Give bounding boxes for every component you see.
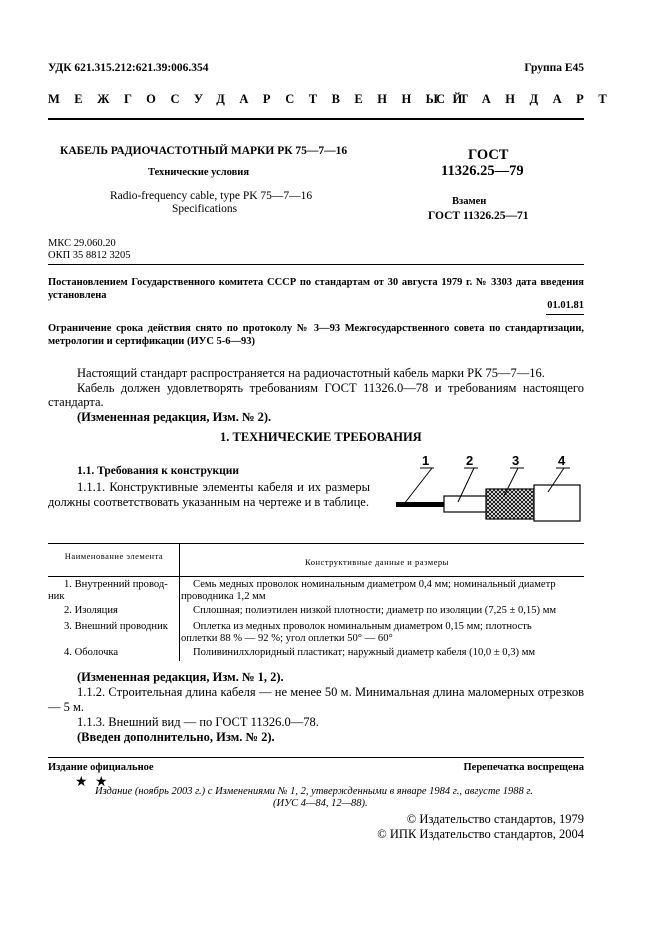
insulation: [444, 496, 490, 512]
subtitle-english: Specifications: [172, 203, 238, 215]
copyright-2004: © ИПК Издательство стандартов, 2004: [377, 827, 584, 841]
figure-label-2: 2: [466, 453, 474, 468]
table-row-2-name-a: 2. Изоляция: [64, 605, 118, 616]
limitation-text: Ограничение срока действия снято по протоколу № 3—93 Межгосударственного совета по стандартизации, метрологии и сертификации (ИУС 5-6—93): [48, 323, 584, 347]
gost-label: ГОСТ: [468, 147, 509, 163]
udk-code: УДК 621.315.212:621.39:006.354: [48, 62, 209, 74]
table-header-data: Конструктивные данные и размеры: [305, 557, 449, 567]
table-row-1-data-b: проводника 1,2 мм: [181, 591, 266, 602]
figure-label-4: 4: [558, 453, 566, 468]
inner-conductor: [396, 502, 448, 507]
table-top-rule: [48, 543, 584, 544]
table-amendment: (Измененная редакция, Изм. № 1, 2).: [77, 670, 284, 684]
title-english: Radio-frequency cable, type PK 75—7—16: [110, 190, 313, 202]
header-divider: [48, 118, 584, 120]
cable-drawing: [392, 452, 592, 532]
table-row-1-name-b: ник: [48, 591, 65, 602]
introduction-date: 01.01.81: [547, 300, 584, 311]
okp-code: ОКП 35 8812 3205: [48, 250, 131, 261]
footer-divider: [48, 757, 584, 758]
edition-line-2: (ИУС 4—84, 12—88).: [273, 798, 368, 809]
reprint-notice: Перепечатка воспрещена: [463, 762, 584, 773]
date-underline: [546, 314, 584, 315]
table-row-3-data-a: Оплетка из медных проволок номинальным диаметром 0,15 мм; плотность: [193, 621, 532, 632]
jacket: [534, 485, 580, 521]
table-column-rule: [179, 543, 180, 661]
stars-mark: ★ ★: [75, 775, 110, 790]
table-row-1-data-a: Семь медных проволок номинальным диаметром 0,4 мм; номинальный диаметр: [193, 579, 556, 590]
replace-label: Взамен: [452, 196, 487, 207]
table-row-1-name-a: 1. Внутренний провод-: [64, 579, 168, 590]
table-header-name: Наименование элемента: [64, 551, 164, 561]
mks-code: МКС 29.060.20: [48, 238, 116, 249]
table-row-4-name-a: 4. Оболочка: [64, 647, 119, 658]
outer-conductor-braid: [486, 489, 536, 519]
table-row-3-name-a: 3. Внешний проводник: [64, 621, 168, 632]
section-heading: 1. ТЕХНИЧЕСКИЕ ТРЕБОВАНИЯ: [220, 430, 422, 444]
table-row-3-data-b: оплетки 88 % — 92 %; угол оплетки 50° — 60°: [181, 633, 393, 644]
decree-text: Постановлением Государственного комитета СССР по стандартам от 30 августа 1979 г. № 3303 дата введения установлена: [48, 277, 584, 301]
figure-label-3: 3: [512, 453, 520, 468]
standard-banner-left: МЕЖГОСУДАРСТВЕННЫЙ: [48, 92, 477, 106]
subsection-heading: 1.1. Требования к конструкции: [77, 465, 239, 477]
codes-divider: [48, 264, 584, 265]
figure-label-1: 1: [422, 453, 430, 468]
intro-paragraph-2: Кабель должен удовлетворять требованиям ГОСТ 11326.0—78 и требованиям настоящего стандарта.: [48, 381, 584, 409]
intro-amendment: (Измененная редакция, Изм. № 2).: [77, 410, 272, 424]
intro-paragraph-1: Настоящий стандарт распространяется на радиочастотный кабель марки РК 75—7—16.: [77, 366, 545, 380]
official-edition: Издание официальное: [48, 762, 154, 773]
paragraph-1-1-2: 1.1.2. Строительная длина кабеля — не менее 50 м. Минимальная длина маломерных отрезков — 5 м.: [48, 685, 584, 714]
edition-line-1: Издание (ноябрь 2003 г.) с Изменениями № 1, 2, утвержденными в январе 1984 г., августе 1988 г.: [95, 786, 533, 797]
standard-banner-right: СТАНДАРТ: [436, 92, 622, 106]
replace-number: ГОСТ 11326.25—71: [428, 210, 529, 222]
added-amendment: (Введен дополнительно, Изм. № 2).: [77, 730, 275, 744]
table-row-4-data-a: Поливинилхлоридный пластикат; наружный диаметр кабеля (10,0 ± 0,3) мм: [193, 647, 536, 658]
table-row-2-data-a: Сплошная; полиэтилен низкой плотности; диаметр по изоляции (7,25 ± 0,15) мм: [193, 605, 557, 616]
gost-number: 11326.25—79: [441, 163, 524, 179]
page-subtitle: Технические условия: [148, 167, 250, 178]
paragraph-1-1-1: 1.1.1. Конструктивные элементы кабеля и их размеры должны соответствовать указанным на чертеже и в таблице.: [48, 480, 370, 509]
table-header-rule: [48, 576, 584, 577]
copyright-1979: © Издательство стандартов, 1979: [406, 812, 584, 826]
page-title: КАБЕЛЬ РАДИОЧАСТОТНЫЙ МАРКИ РК 75—7—16: [60, 145, 348, 157]
paragraph-1-1-3: 1.1.3. Внешний вид — по ГОСТ 11326.0—78.: [77, 715, 319, 729]
group-code: Группа Е45: [524, 62, 584, 74]
